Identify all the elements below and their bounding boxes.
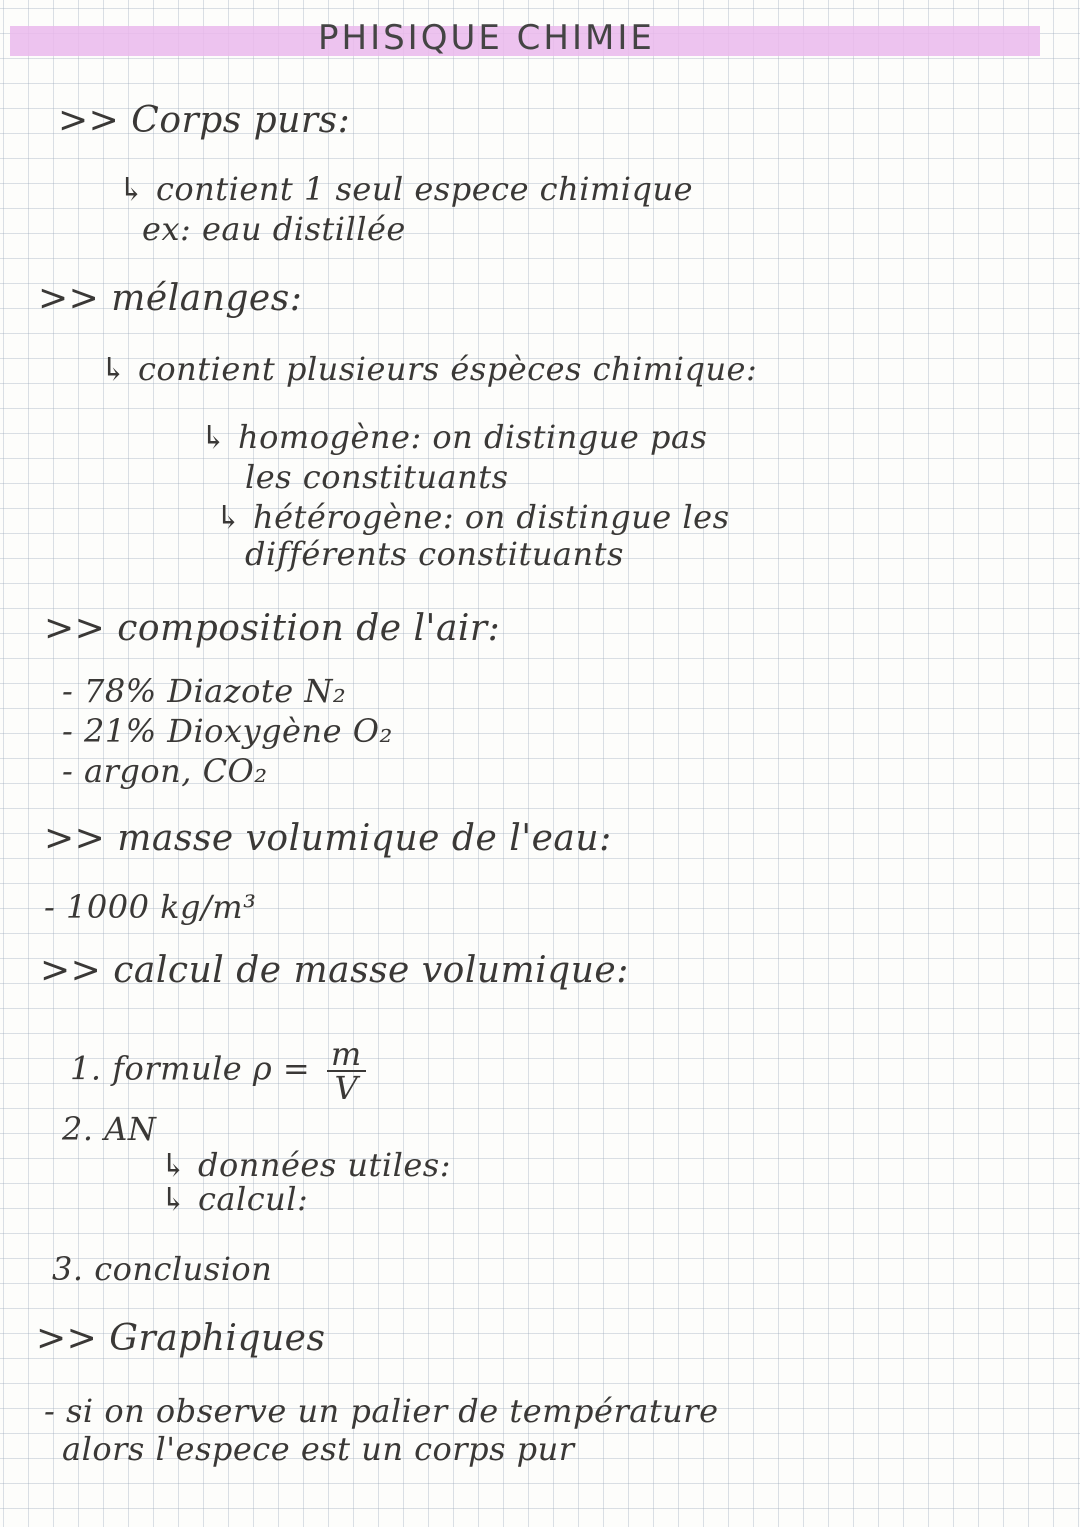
air-autres: - argon, CO₂ xyxy=(62,752,268,790)
calcul-formule-label: 1. formule ρ = xyxy=(70,1049,311,1088)
calcul-formule xyxy=(70,1035,366,1107)
air-diazote: - 78% Diazote N₂ xyxy=(62,672,347,710)
melanges-homogene-2: les constituants xyxy=(245,458,509,496)
heading-calcul: >> calcul de masse volumique: xyxy=(40,950,629,991)
corps-purs-example: ex: eau distillée xyxy=(142,210,406,248)
calcul-an: 2. AN xyxy=(62,1110,157,1148)
melanges-heterogene: ↳ hétérogène: on distingue les xyxy=(215,498,730,536)
page-title: PHISIQUE CHIMIE xyxy=(318,18,655,58)
calcul-calcul: ↳ calcul: xyxy=(160,1180,309,1218)
formula-denominator: V xyxy=(334,1069,359,1107)
graphiques-line-2: alors l'espece est un corps pur xyxy=(62,1430,575,1468)
melanges-heterogene-2: différents constituants xyxy=(245,535,624,573)
corps-purs-definition: ↳ contient 1 seul espece chimique xyxy=(118,170,694,208)
heading-corps-purs: >> Corps purs: xyxy=(58,100,351,141)
melanges-homogene: ↳ homogène: on distingue pas xyxy=(200,418,708,456)
calcul-conclusion: 3. conclusion xyxy=(52,1250,273,1288)
formula-numerator: m xyxy=(327,1038,366,1072)
heading-graphiques: >> Graphiques xyxy=(36,1318,326,1359)
heading-melanges: >> mélanges: xyxy=(38,278,303,319)
calcul-donnees: ↳ données utiles: xyxy=(160,1146,451,1184)
heading-composition-air: >> composition de l'air: xyxy=(44,608,501,649)
air-dioxygene: - 21% Dioxygène O₂ xyxy=(62,712,393,750)
formula-fraction xyxy=(327,1035,366,1107)
melanges-definition: ↳ contient plusieurs éspèces chimique: xyxy=(100,350,758,388)
heading-masse-volumique-eau: >> masse volumique de l'eau: xyxy=(44,818,612,859)
masse-volumique-eau-value: - 1000 kg/m³ xyxy=(44,888,257,926)
graphiques-line-1: - si on observe un palier de température xyxy=(44,1392,719,1430)
